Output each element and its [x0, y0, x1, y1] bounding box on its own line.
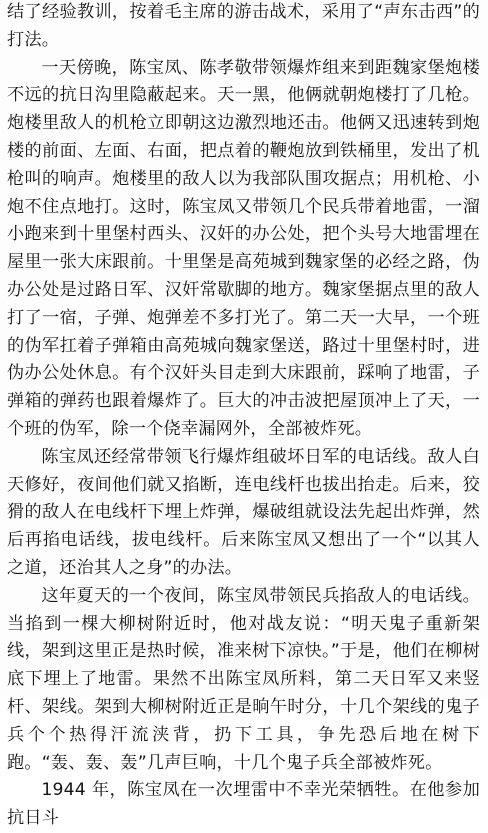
- paragraph-continuation: 结了经验教训，按着毛主席的游击战术，采用了“声东击西”的打法。: [7, 2, 480, 50]
- paragraph-telephone-lines: 陈宝凤还经常带领飞行爆炸组破坏日军的电话线。敌人白天修好，夜间他们就又掐断，连电线杆也拔出抬走。后来，狡猾的敌人在电线杆下埋上炸弹，爆破组就设法先起出炸弹，然后再掐电话线，拔电线杆。后来陈宝凤又想出了一个“以其人之道，还治其人之身”的办法。: [7, 446, 480, 578]
- paragraph-decoy-attack: 一天傍晚，陈宝凤、陈孝敬带领爆炸组来到距魏家堡炮楼不远的抗日沟里隐蔽起来。天一黑，他俩就朝炮楼打了几枪。炮楼里敌人的机枪立即朝这边激烈地还击。他俩又迅速转到炮楼的前面、左面、右面，把点着的鞭炮放到铁桶里，发出了机枪叫的响声。炮楼里的敌人以为我部队围攻据点；用机枪、小炮不住点地打。这时，陈宝凤又带领几个民兵带着地雷，一溜小跑来到十里堡村西头、汉奸的办公处，把个头号大地雷埋在屋里一张大床跟前。十里堡是高苑城到魏家堡的必经之路，伪办公处是过路日军、汉奸常歇脚的地方。魏家堡据点里的敌人打了一宿，子弹、炮弹差不多打光了。第二天一大早，一个班的伪军扛着子弹箱由高苑城向魏家堡送，路过十里堡村时，进伪办公处休息。有个汉奸头目走到大床跟前，踩响了地雷，子弹箱的弹药也跟着爆炸了。巨大的冲击波把屋顶冲上了天，一个班的伪军，除一个侥幸漏网外，全部被炸死。: [7, 57, 480, 439]
- paragraph-sacrifice: 1944 年，陈宝凤在一次埋雷中不幸光荣牺牲。在他参加抗日斗: [7, 780, 480, 829]
- paragraph-willow-tree-ambush: 这年夏天的一个夜间，陈宝凤带领民兵掐敌人的电话线。当掐到一棵大柳树附近时，他对战友说：“明天鬼子重新架线，架到这里正是热时候，准来树下凉快。”于是，他们在柳树底下埋上了地雷。果然不出陈宝凤所料，第二天日军又来竖杆、架线。架到大柳树附近正是晌午时分，十几个架线的鬼子兵个个热得汗流浃背，扔下工具，争先恐后地在树下跑。“轰、轰、轰”几声巨响，十几个鬼子兵全部被炸死。: [7, 585, 480, 773]
